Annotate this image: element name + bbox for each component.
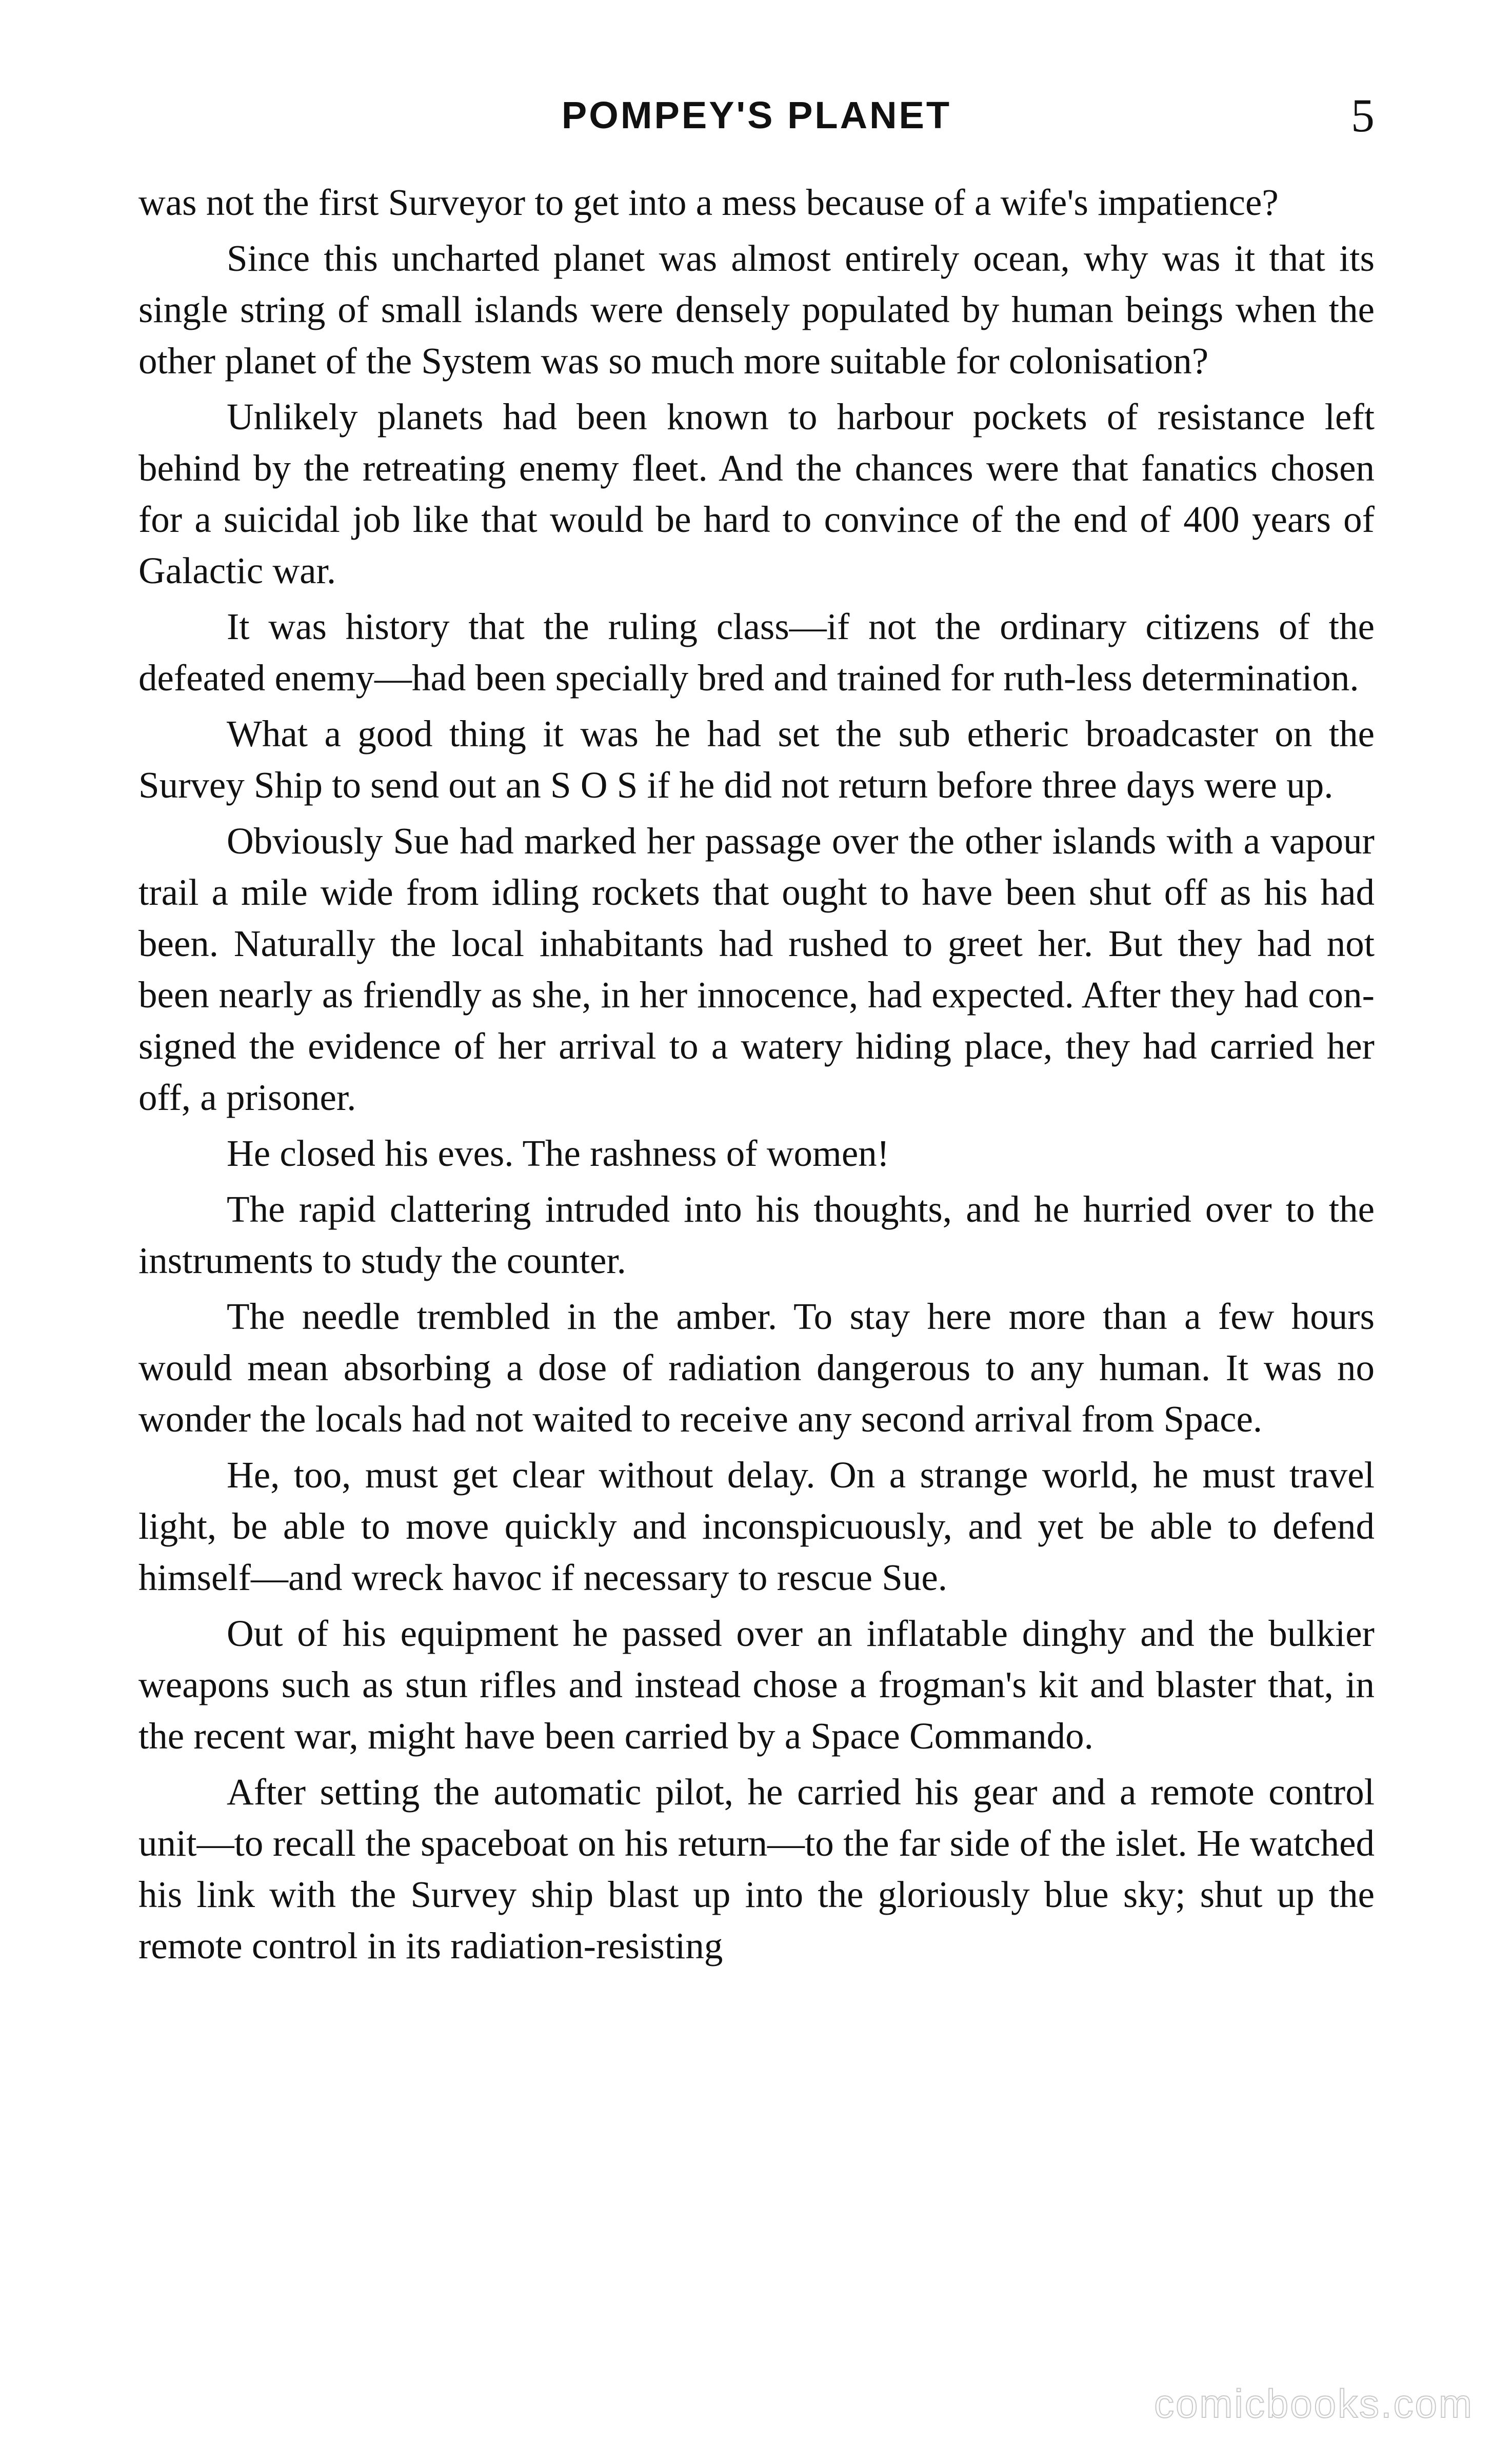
watermark: comicbooks.com (1154, 2381, 1474, 2426)
paragraph: He, too, must get clear without delay. On a strange world, he must travel light, be able to move quickly and inconspicuously, and yet be able to defend himself—and wreck havoc if necessary to rescue Sue. (138, 1454, 1375, 1598)
paragraph: Obviously Sue had marked her passage over the other islands with a vapour trail a mile wide from idling rockets that ought to have been shut off as his had been. Naturally the local inhabitants had rushed to greet her. But they had not been nearly as friendly as she, in her innocence, had expected. After they had con-signed the evidence of her arrival to a watery hiding place, they had carried her off, a prisoner. (138, 820, 1375, 1118)
paragraph: What a good thing it was he had set the sub etheric broadcaster on the Survey Ship to send out an S O S if he did not return before three days were up. (138, 713, 1375, 806)
paragraph: Out of his equipment he passed over an inflatable dinghy and the bulkier weapons such as stun rifles and instead chose a frogman's kit and blaster that, in the recent war, might have been carried by a Space Commando. (138, 1613, 1375, 1757)
page-number: 5 (1351, 89, 1375, 142)
paragraph: was not the first Surveyor to get into a mess because of a wife's impatience? (138, 182, 1279, 223)
page-header (138, 87, 1375, 144)
paragraph: Unlikely planets had been known to harbour pockets of resistance left behind by the retreating enemy fleet. And the chances were that fanatics chosen for a suicidal job like that would be hard to convince of the end of 400 years of Galactic war. (138, 396, 1375, 591)
paragraph: The needle trembled in the amber. To stay here more than a few hours would mean absorbing a dose of radiation dangerous to any human. It was no wonder the locals had not waited to receive any second arrival from Space. (138, 1296, 1375, 1440)
body-text (138, 177, 1375, 1976)
paragraph: Since this uncharted planet was almost entirely ocean, why was it that its single string of small islands were densely populated by human beings when the other planet of the System was so much more suitable for colonisation? (138, 237, 1375, 382)
running-title: POMPEY'S PLANET (561, 94, 952, 136)
paragraph: He closed his eves. The rashness of women! (227, 1133, 890, 1174)
paragraph: It was history that the ruling class—if not the ordinary citizens of the defeated enemy—had been specially bred and trained for ruth-less determination. (138, 606, 1375, 699)
paragraph: After setting the automatic pilot, he carried his gear and a remote control unit—to recall the spaceboat on his return—to the far side of the islet. He watched his link with the Survey ship blast up into the gloriously blue sky; shut up the remote control in its radiation-resisting (138, 1771, 1375, 1967)
paragraph: The rapid clattering intruded into his thoughts, and he hurried over to the instruments to study the counter. (138, 1188, 1375, 1281)
